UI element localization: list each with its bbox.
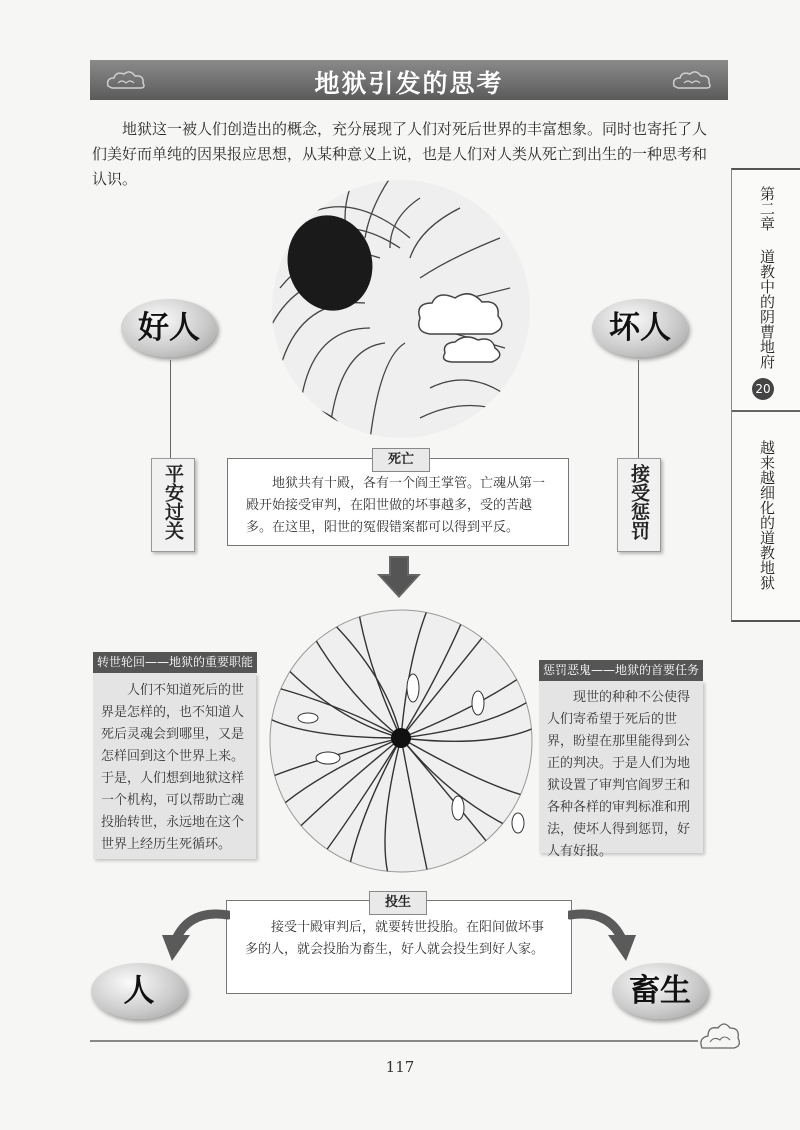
good-person-oval: 好人 <box>121 299 217 357</box>
reincarnation-label: 转世轮回——地狱的重要职能 <box>93 652 257 673</box>
hell-vortex-illustration <box>270 178 532 440</box>
chapter-label: 第二章 <box>758 185 776 231</box>
curved-arrow-left-icon <box>160 905 230 963</box>
rebirth-description-text: 接受十殿审判后，就要转世投胎。在阳间做坏事多的人，就会投胎为畜生，好人就会投生到好人家。 <box>245 920 545 957</box>
cloud-ornament-icon <box>670 68 714 92</box>
punishment-panel <box>539 681 703 859</box>
rebirth-tag: 投生 <box>369 891 427 915</box>
connector-line <box>170 360 171 458</box>
connector-line <box>638 360 639 458</box>
death-description-text: 地狱共有十殿，各有一个阎王掌管。亡魂从第一殿开始接受审判，在阳世做的坏事越多，受的苦越多。在这里，阳世的冤假错案都可以得到平反。 <box>246 476 546 535</box>
cloud-ornament-icon <box>698 1020 742 1056</box>
good-result-text: 平安过关 <box>162 464 184 540</box>
title-bar <box>90 60 728 100</box>
reincarnation-panel <box>93 673 256 859</box>
curved-arrow-right-icon <box>568 905 638 963</box>
reincarnation-vortex-illustration <box>268 608 534 874</box>
bad-result-text: 接受惩罚 <box>628 464 650 540</box>
bad-result-box <box>617 458 661 552</box>
chapter-title: 道教中的阴曹地府 <box>758 249 776 369</box>
down-arrow-icon <box>377 556 421 598</box>
chapter-side-tab <box>731 168 800 622</box>
intro-paragraph: 地狱这一被人们创造出的概念，充分展现了人们对死后世界的丰富想象。同时也寄托了人们美好而单纯的因果报应思想，从某种意义上说，也是人们对人类从死亡到出生的一种思考和认识。 <box>92 120 708 188</box>
human-oval: 人 <box>91 963 187 1019</box>
bad-person-oval: 坏人 <box>592 299 688 357</box>
punishment-label: 惩罚恶鬼——地狱的首要任务 <box>539 660 703 681</box>
animal-oval: 畜生 <box>612 963 708 1019</box>
section-title: 越来越细化的道教地狱 <box>758 440 776 590</box>
footer-rule <box>90 1040 698 1042</box>
page-title: 地狱引发的思考 <box>314 69 504 98</box>
side-tab-divider <box>732 410 800 412</box>
page-number: 117 <box>385 1058 415 1076</box>
death-tag: 死亡 <box>372 448 430 472</box>
reincarnation-text: 人们不知道死后的世界是怎样的，也不知道人死后灵魂会到哪里，又是怎样回到这个世界上来。于是，人们想到地狱这样一个机构，可以帮助亡魂投胎转世，永远地在这个世界上经历生死循环。 <box>101 683 245 852</box>
good-result-box <box>151 458 195 552</box>
punishment-text: 现世的种种不公使得人们寄希望于死后的世界，盼望在那里能得到公正的判决。于是人们为地狱设置了审判官阎罗王和各种各样的审判标准和刑法，使坏人得到惩罚，好人有好报。 <box>547 690 691 859</box>
section-number-badge: 20 <box>752 378 774 400</box>
